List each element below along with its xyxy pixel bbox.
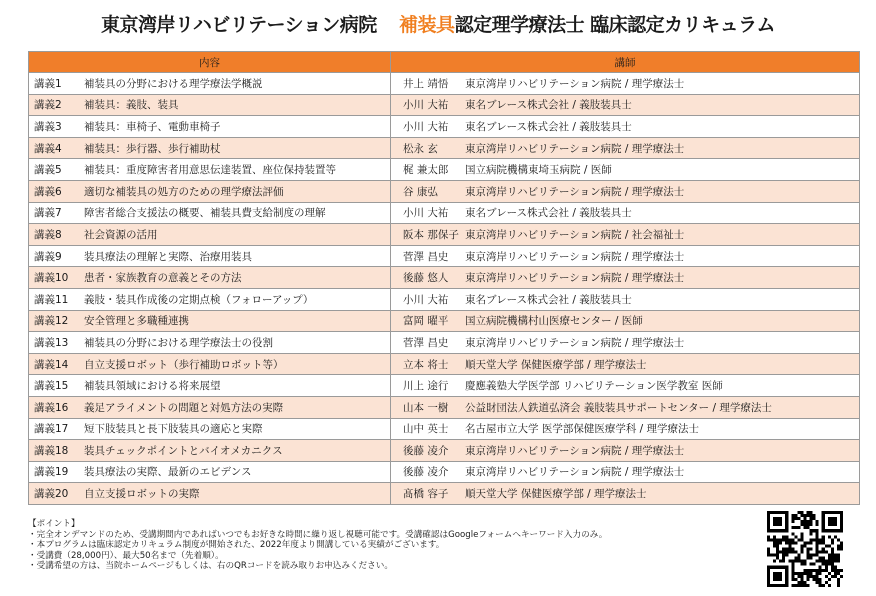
content-cell [29,73,391,95]
table-row [29,180,860,202]
table-row [29,418,860,440]
teacher-name: 阪本 那保子 [403,228,459,241]
teacher-name: 後藤 凌介 [403,466,449,479]
table-row [29,267,860,289]
content-cell [29,224,391,246]
teacher-affiliation: 東京湾岸リハビリテーション病院 / 理学療法士 [465,466,685,479]
teacher-cell [391,310,860,332]
content-cell [29,202,391,224]
teacher-affiliation: 東京湾岸リハビリテーション病院 / 理学療法士 [465,77,685,90]
content-cell [29,94,391,116]
lecture-number: 講義20 [34,488,69,501]
teacher-cell [391,267,860,289]
teacher-cell [391,73,860,95]
content-cell [29,245,391,267]
table-row [29,202,860,224]
lecture-number: 講義5 [34,164,62,177]
lecture-number: 講義3 [34,120,62,133]
content-cell [29,440,391,462]
teacher-name: 小川 大祐 [403,293,449,306]
teacher-name: 小川 大祐 [403,99,449,112]
curriculum-table [28,51,860,505]
header-teacher: 講師 [391,52,860,73]
lecture-number: 講義2 [34,99,62,112]
teacher-name: 髙橋 容子 [403,488,449,501]
content-cell [29,483,391,505]
lecture-content: 補装具：重度障害者用意思伝達装置、座位保持装置等 [84,164,336,177]
lecture-number: 講義12 [34,315,69,328]
lecture-number: 講義16 [34,401,69,414]
teacher-affiliation: 東名ブレース株式会社 / 義肢装具士 [465,99,632,112]
teacher-name: 梶 兼太郎 [403,164,449,177]
lecture-content: 補装具：義肢、装具 [84,99,179,112]
lecture-content: 自立支援ロボット（歩行補助ロボット等） [84,358,284,371]
lecture-number: 講義6 [34,185,62,198]
table-row [29,375,860,397]
lecture-number: 講義9 [34,250,62,263]
teacher-affiliation: 東京湾岸リハビリテーション病院 / 理学療法士 [465,272,685,285]
content-cell [29,288,391,310]
table-row [29,310,860,332]
lecture-content: 補装具：歩行器、歩行補助杖 [84,142,221,155]
teacher-cell [391,288,860,310]
table-row [29,440,860,462]
table-row [29,332,860,354]
content-cell [29,159,391,181]
teacher-affiliation: 東京湾岸リハビリテーション病院 / 理学療法士 [465,250,685,263]
table-row [29,159,860,181]
content-cell [29,461,391,483]
teacher-affiliation: 東京湾岸リハビリテーション病院 / 理学療法士 [465,336,685,349]
teacher-cell [391,94,860,116]
teacher-affiliation: 慶應義塾大学医学部 リハビリテーション医学教室 医師 [465,380,723,393]
teacher-name: 山本 一樹 [403,401,449,414]
teacher-affiliation: 東京湾岸リハビリテーション病院 / 理学療法士 [465,185,685,198]
lecture-content: 義足アライメントの問題と対処方法の実際 [84,401,284,414]
table-row [29,73,860,95]
lecture-content: 装具療法の理解と実際、治療用装具 [84,250,252,263]
teacher-affiliation: 東京湾岸リハビリテーション病院 / 社会福祉士 [465,228,685,241]
teacher-affiliation: 東名ブレース株式会社 / 義肢装具士 [465,120,632,133]
content-cell [29,137,391,159]
teacher-affiliation: 東名ブレース株式会社 / 義肢装具士 [465,207,632,220]
teacher-cell [391,137,860,159]
lecture-number: 講義18 [34,444,69,457]
teacher-affiliation: 名古屋市立大学 医学部保健医療学科 / 理学療法士 [465,423,700,436]
qr-code-icon[interactable] [767,511,843,587]
table-row [29,116,860,138]
table-row [29,461,860,483]
teacher-name: 菅澤 昌史 [403,250,449,263]
lecture-content: 補装具：車椅子、電動車椅子 [84,120,221,133]
header-content: 内容 [29,52,391,73]
teacher-cell [391,483,860,505]
table-row [29,224,860,246]
table-row [29,353,860,375]
lecture-content: 適切な補装具の処方のための理学療法評価 [84,185,284,198]
lecture-content: 装具療法の実際、最新のエビデンス [84,466,252,479]
lecture-content: 障害者総合支援法の概要、補装具費支給制度の理解 [84,207,326,220]
lecture-number: 講義7 [34,207,62,220]
teacher-name: 立本 将士 [403,358,449,371]
lecture-number: 講義11 [34,293,69,306]
content-cell [29,116,391,138]
teacher-cell [391,245,860,267]
teacher-name: 後藤 凌介 [403,444,449,457]
title-hospital: 東京湾岸リハビリテーション病院 [101,14,377,36]
teacher-name: 富岡 曜平 [403,315,449,328]
teacher-name: 松永 玄 [403,142,438,155]
teacher-affiliation: 順天堂大学 保健医療学部 / 理学療法士 [465,358,647,371]
teacher-affiliation: 国立病院機構村山医療センター / 医師 [465,315,643,328]
content-cell [29,418,391,440]
content-cell [29,267,391,289]
teacher-cell [391,116,860,138]
lecture-content: 自立支援ロボットの実際 [84,488,200,501]
teacher-cell [391,440,860,462]
teacher-affiliation: 東京湾岸リハビリテーション病院 / 理学療法士 [465,142,685,155]
teacher-cell [391,396,860,418]
table-row [29,483,860,505]
note-item-1: ・完全オンデマンドのため、受講期間内であればいつでもお好きな時間に繰り返し視聴可能です。受講確認はGoogleフォームへキーワード入力のみ。 [28,529,608,540]
teacher-cell [391,159,860,181]
title-curriculum: 認定理学療法士 臨床認定カリキュラム [454,14,775,36]
teacher-cell [391,202,860,224]
notes-box [28,519,748,572]
teacher-cell [391,180,860,202]
lecture-content: 補装具の分野における理学療法士の役割 [84,336,273,349]
teacher-cell [391,418,860,440]
title-highlight: 補装具 [399,14,455,36]
note-item-4: ・受講希望の方は、当院ホームページもしくは、右のQRコードを読み取りお申込みください。 [28,561,393,572]
content-cell [29,396,391,418]
lecture-content: 安全管理と多職種連携 [84,315,189,328]
notes-heading: 【ポイント】 [28,519,80,529]
teacher-affiliation: 国立病院機構東埼玉病院 / 医師 [465,164,612,177]
lecture-content: 義肢・装具作成後の定期点検（フォローアップ） [84,293,314,306]
content-cell [29,332,391,354]
teacher-name: 後藤 悠人 [403,272,449,285]
teacher-name: 井上 靖悟 [403,77,449,90]
teacher-name: 小川 大祐 [403,207,449,220]
teacher-cell [391,353,860,375]
content-cell [29,353,391,375]
lecture-number: 講義1 [34,77,62,90]
content-cell [29,375,391,397]
lecture-number: 講義17 [34,423,69,436]
teacher-name: 谷 康弘 [403,185,438,198]
lecture-number: 講義19 [34,466,69,479]
teacher-name: 小川 大祐 [403,120,449,133]
lecture-number: 講義8 [34,228,62,241]
teacher-cell [391,461,860,483]
note-item-3: ・受講費（28,000円）、最大50名まで（先着順）。 [28,550,224,561]
lecture-content: 患者・家族教育の意義とその方法 [84,272,242,285]
lecture-number: 講義4 [34,142,62,155]
content-cell [29,180,391,202]
teacher-affiliation: 東京湾岸リハビリテーション病院 / 理学療法士 [465,444,685,457]
lecture-content: 短下肢装具と長下肢装具の適応と実際 [84,423,263,436]
table-row [29,94,860,116]
teacher-cell [391,224,860,246]
teacher-affiliation: 公益財団法人鉄道弘済会 義肢装具サポートセンター / 理学療法士 [465,401,772,414]
teacher-cell [391,332,860,354]
page-title [0,10,876,37]
lecture-content: 社会資源の活用 [84,228,158,241]
teacher-affiliation: 東名ブレース株式会社 / 義肢装具士 [465,293,632,306]
lecture-number: 講義14 [34,358,69,371]
lecture-number: 講義15 [34,380,69,393]
lecture-content: 補装具の分野における理学療法学概説 [84,77,263,90]
table-row [29,288,860,310]
lecture-number: 講義13 [34,336,69,349]
lecture-number: 講義10 [34,272,69,285]
table-header-row [29,52,860,73]
teacher-name: 菅澤 昌史 [403,336,449,349]
lecture-content: 補装具領域における将来展望 [84,380,221,393]
table-row [29,396,860,418]
teacher-affiliation: 順天堂大学 保健医療学部 / 理学療法士 [465,488,647,501]
teacher-cell [391,375,860,397]
note-item-2: ・本プログラムは臨床認定カリキュラム制度が開始された、2022年度より開講している実績がございます。 [28,540,445,551]
content-cell [29,310,391,332]
teacher-name: 川上 途行 [403,380,449,393]
lecture-content: 装具チェックポイントとバイオメカニクス [84,444,283,457]
table-row [29,245,860,267]
table-row [29,137,860,159]
teacher-name: 山中 英士 [403,423,449,436]
